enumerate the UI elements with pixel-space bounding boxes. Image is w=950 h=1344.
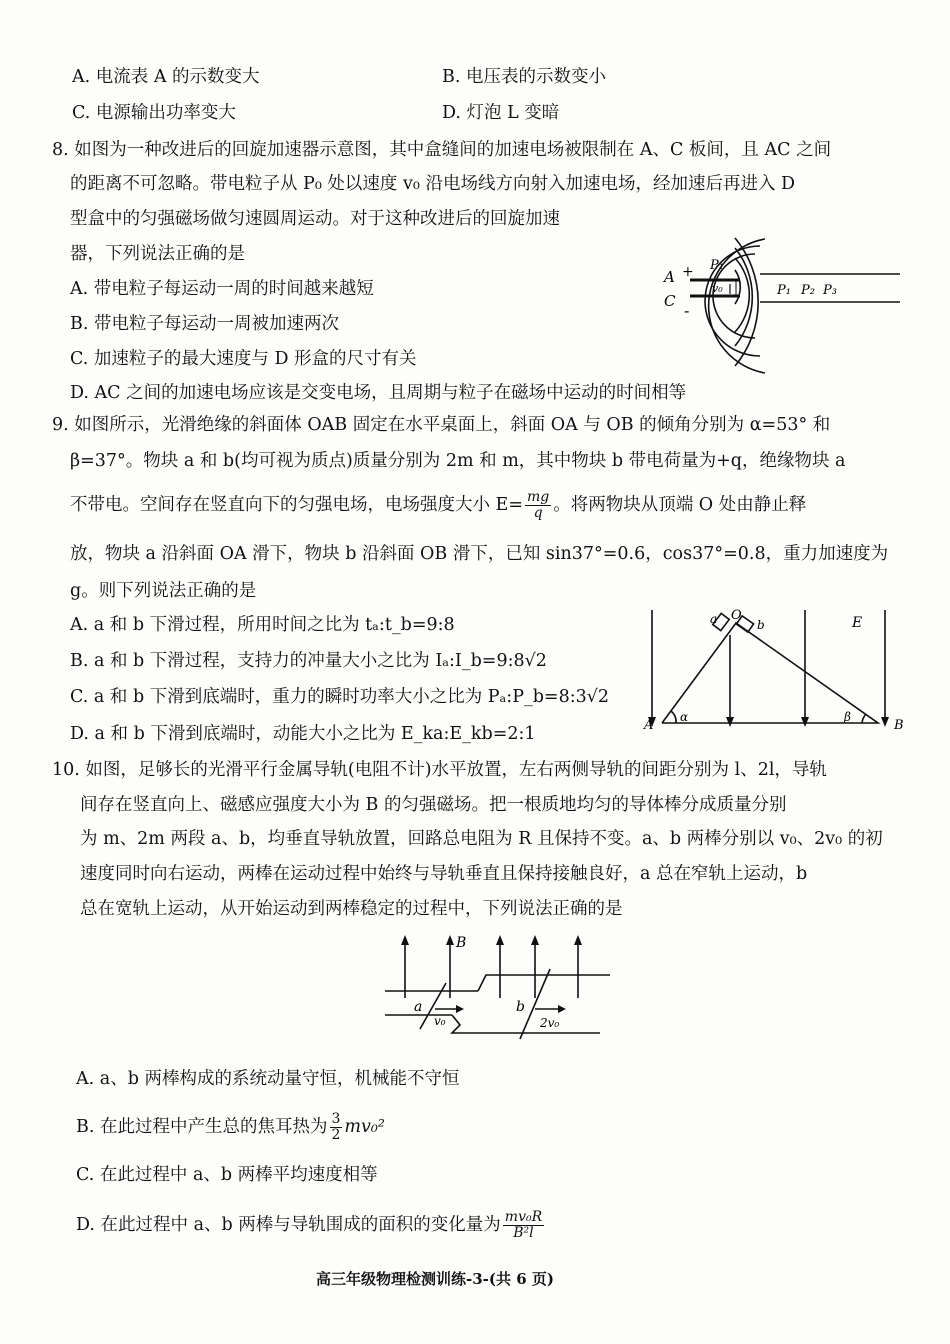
q9-fig-label-a-vertex: A <box>644 718 654 733</box>
q8-stem-line4: 器，下列说法正确的是 <box>70 244 245 264</box>
q10-fig-label-a: a <box>414 999 423 1015</box>
q8-fig-p3: P₃ <box>823 283 837 298</box>
q9-fig-label-e: E <box>852 615 863 631</box>
q9-option-a: A. a 和 b 下滑过程，所用时间之比为 tₐ:t_b=9:8 <box>70 615 455 635</box>
q8-option-b: B. 带电粒子每运动一周被加速两次 <box>70 314 339 334</box>
q8-cyclotron-diagram <box>660 236 910 386</box>
q9-fig-label-b-vertex: B <box>894 718 904 733</box>
q7-option-c: C. 电源输出功率变大 <box>72 103 236 123</box>
q9-fig-label-a-block: a <box>710 612 718 626</box>
q8-fig-minus: - <box>684 301 690 320</box>
q9-stem-line1: 9. 如图所示，光滑绝缘的斜面体 OAB 固定在水平桌面上，斜面 OA 与 OB 的倾角分别为 α=53° 和 <box>52 415 831 435</box>
q9-fig-label-beta: β <box>844 710 851 724</box>
q9-fig-label-alpha: α <box>680 710 689 724</box>
q8-fig-label-c: C <box>664 292 676 310</box>
q10-option-b-text: B. 在此过程中产生总的焦耳热为 <box>76 1117 328 1137</box>
q9-stem-line3-a: 不带电。空间存在竖直向下的匀强电场，电场强度大小 E= <box>70 495 523 515</box>
q10-stem-line4: 速度同时向右运动，两棒在运动过程中始终与导轨垂直且保持接触良好，a 总在窄轨上运动，b <box>80 864 808 884</box>
q8-stem-line1: 8. 如图为一种改进后的回旋加速器示意图，其中盒缝间的加速电场被限制在 A、C 板间，且 AC 之间 <box>52 140 832 160</box>
q10-stem-line3: 为 m、2m 两段 a、b，均垂直导轨放置，回路总电阻为 R 且保持不变。a、b 两棒分别以 v₀、2v₀ 的初 <box>80 829 883 849</box>
q9-option-b: B. a 和 b 下滑过程，支持力的冲量大小之比为 Iₐ:I_b=9:8√2 <box>70 651 547 671</box>
q9-field-fraction <box>525 490 551 521</box>
q10-option-d <box>76 1210 546 1241</box>
q8-fig-plus: + <box>682 264 694 280</box>
q10-option-a: A. a、b 两棒构成的系统动量守恒，机械能不守恒 <box>76 1069 460 1089</box>
q10-d-frac-num: mv₀R <box>504 1209 543 1225</box>
q10-stem-line5: 总在宽轨上运动，从开始运动到两棒稳定的过程中，下列说法正确的是 <box>80 899 623 919</box>
q10-fig-label-v0: v₀ <box>434 1014 446 1028</box>
page-footer: 高三年级物理检测训练-3-(共 6 页) <box>316 1270 554 1288</box>
q8-option-d: D. AC 之间的加速电场应该是交变电场，且周期与粒子在磁场中运动的时间相等 <box>70 383 687 403</box>
q9-stem-line2: β=37°。物块 a 和 b(均可视为质点)质量分别为 2m 和 m，其中物块 b 带电荷量为+q，绝缘物块 a <box>70 451 846 471</box>
q10-option-b-term: mv₀² <box>344 1117 385 1137</box>
q9-stem-line5: g。则下列说法正确的是 <box>70 581 257 601</box>
q10-option-c: C. 在此过程中 a、b 两棒平均速度相等 <box>76 1165 378 1185</box>
q8-fig-p1-left: P₁ <box>710 258 724 273</box>
q9-fig-label-b-block: b <box>757 618 765 632</box>
q10-option-d-fraction <box>503 1210 544 1241</box>
q9-option-d: D. a 和 b 下滑到底端时，动能大小之比为 E_ka:E_kb=2:1 <box>70 724 536 744</box>
q9-stem-line3-b: 。将两物块从顶端 O 处由静止释 <box>553 495 807 515</box>
q10-fig-label-2v0: 2v₀ <box>540 1016 560 1030</box>
q8-fig-label-a: A <box>664 268 675 286</box>
q10-option-b <box>76 1112 385 1143</box>
q8-stem-line3: 型盒中的匀强磁场做匀速圆周运动。对于这种改进后的回旋加速 <box>70 209 560 229</box>
q10-option-d-text: D. 在此过程中 a、b 两棒与导轨围成的面积的变化量为 <box>76 1215 501 1235</box>
q9-frac-num: mg <box>527 489 550 505</box>
q8-fig-p1: P₁ <box>777 283 791 298</box>
q8-option-a: A. 带电粒子每运动一周的时间越来越短 <box>70 279 374 299</box>
q9-incline-diagram <box>640 605 910 735</box>
q10-b-frac-den: 2 <box>331 1127 341 1143</box>
q9-stem-line3 <box>70 490 806 521</box>
q8-fig-p2: P₂ <box>801 283 815 298</box>
q7-option-b: B. 电压表的示数变小 <box>442 67 606 87</box>
q7-option-d: D. 灯泡 L 变暗 <box>442 103 560 123</box>
q7-option-a: A. 电流表 A 的示数变大 <box>72 67 260 87</box>
q10-option-b-fraction <box>330 1112 343 1143</box>
q8-option-c: C. 加速粒子的最大速度与 D 形盒的尺寸有关 <box>70 349 417 369</box>
q10-fig-label-b-field: B <box>456 935 467 951</box>
q9-stem-line4: 放，物块 a 沿斜面 OA 滑下，物块 b 沿斜面 OB 滑下，已知 sin37°=0.6，cos37°=0.8，重力加速度为 <box>70 544 889 564</box>
q10-fig-label-b: b <box>516 999 525 1015</box>
q8-fig-v0: v₀ <box>712 282 723 295</box>
q10-stem-line2: 间存在竖直向上、磁感应强度大小为 B 的匀强磁场。把一根质地均匀的导体棒分成质量分别 <box>80 795 787 815</box>
q10-d-frac-den: B²l <box>513 1225 534 1241</box>
q9-fig-label-o: O <box>731 608 742 623</box>
q10-rails-diagram <box>380 933 620 1053</box>
q9-option-c: C. a 和 b 下滑到底端时，重力的瞬时功率大小之比为 Pₐ:P_b=8:3√2 <box>70 687 610 707</box>
q10-b-frac-num: 3 <box>331 1111 341 1127</box>
q10-stem-line1: 10. 如图，足够长的光滑平行金属导轨(电阻不计)水平放置，左右两侧导轨的间距分别为 l、2l，导轨 <box>52 760 827 780</box>
q8-stem-line2: 的距离不可忽略。带电粒子从 P₀ 处以速度 v₀ 沿电场线方向射入加速电场，经加速后再进入 D <box>70 174 796 194</box>
q9-frac-den: q <box>533 505 543 521</box>
